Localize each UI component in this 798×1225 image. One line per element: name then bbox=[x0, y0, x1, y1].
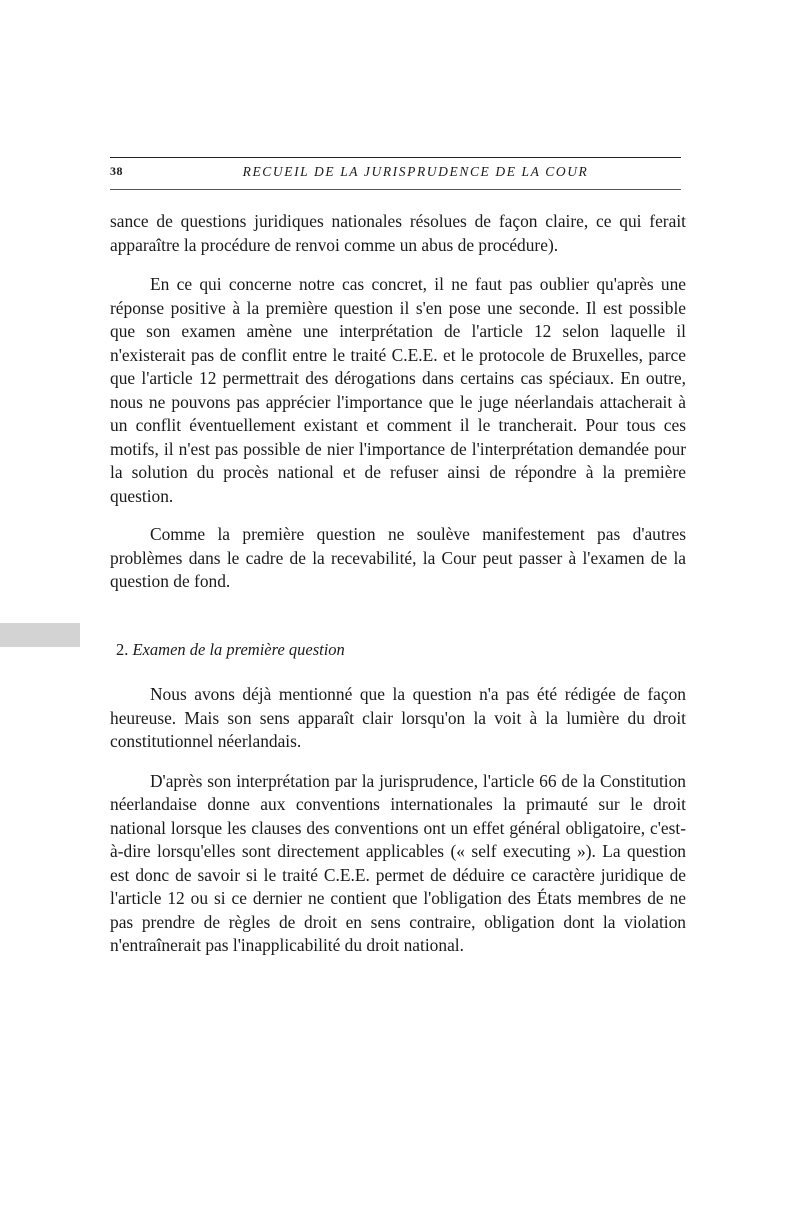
paragraph-4: Nous avons déjà mentionné que la question n'a pas été rédigée de façon heureuse. Mais son sens apparaît clair lorsqu'on la voit à la lumière du droit constitutionnel néerlandais. bbox=[110, 684, 686, 751]
header-top-rule bbox=[110, 157, 681, 158]
paragraph-2: En ce qui concerne notre cas concret, il ne faut pas oublier qu'après une réponse positive à la première question il s'en pose une seconde. Il est possible que son examen amène une interprétation de l'article 12 selon laquelle il n'existerait pas de conflit entre le traité C.E.E. et le protocole de Bruxelles, parce que l'article 12 permettrait des dérogations dans certains cas spéciaux. En outre, nous ne pouvons pas apprécier l'importance que le juge néerlandais attacherait à un conflit éventuellement existant et comment il le trancherait. Pour tous ces motifs, il n'est pas possible de nier l'importance de l'interprétation demandée pour la solution du procès national et de refuser ainsi de répondre à la première question. bbox=[110, 274, 686, 506]
margin-tab-marker bbox=[0, 623, 80, 647]
section-heading bbox=[110, 638, 686, 662]
page-header bbox=[110, 164, 681, 186]
body-text bbox=[110, 210, 686, 958]
paragraph-1: sance de questions juridiques nationales résolues de façon claire, ce qui ferait apparaître la procédure de renvoi comme un abus de procédure). bbox=[110, 211, 686, 255]
running-head: RECUEIL DE LA JURISPRUDENCE DE LA COUR bbox=[242, 164, 589, 179]
section-title: Examen de la première question bbox=[132, 639, 345, 659]
section-number: 2. bbox=[116, 639, 129, 659]
paragraph-3: Comme la première question ne soulève manifestement pas d'autres problèmes dans le cadre de la recevabilité, la Cour peut passer à l'examen de la question de fond. bbox=[110, 524, 686, 591]
header-bottom-rule bbox=[110, 189, 681, 190]
page-number: 38 bbox=[110, 164, 123, 178]
paragraph-5: D'après son interprétation par la jurisprudence, l'article 66 de la Constitution néerlandaise donne aux conventions internationales la primauté sur le droit national lorsque les clauses des conventions ont un effet général obligatoire, c'est-à-dire lorsqu'elles sont directement applicables (« self executing »). La question est donc de savoir si le traité C.E.E. permet de déduire ce caractère juridique de l'article 12 ou si ce dernier ne contient que l'obligation des États membres de ne pas prendre de règles de droit en sens contraire, obligation dont la violation n'entraînerait pas l'inapplicabilité du droit national. bbox=[110, 770, 686, 955]
